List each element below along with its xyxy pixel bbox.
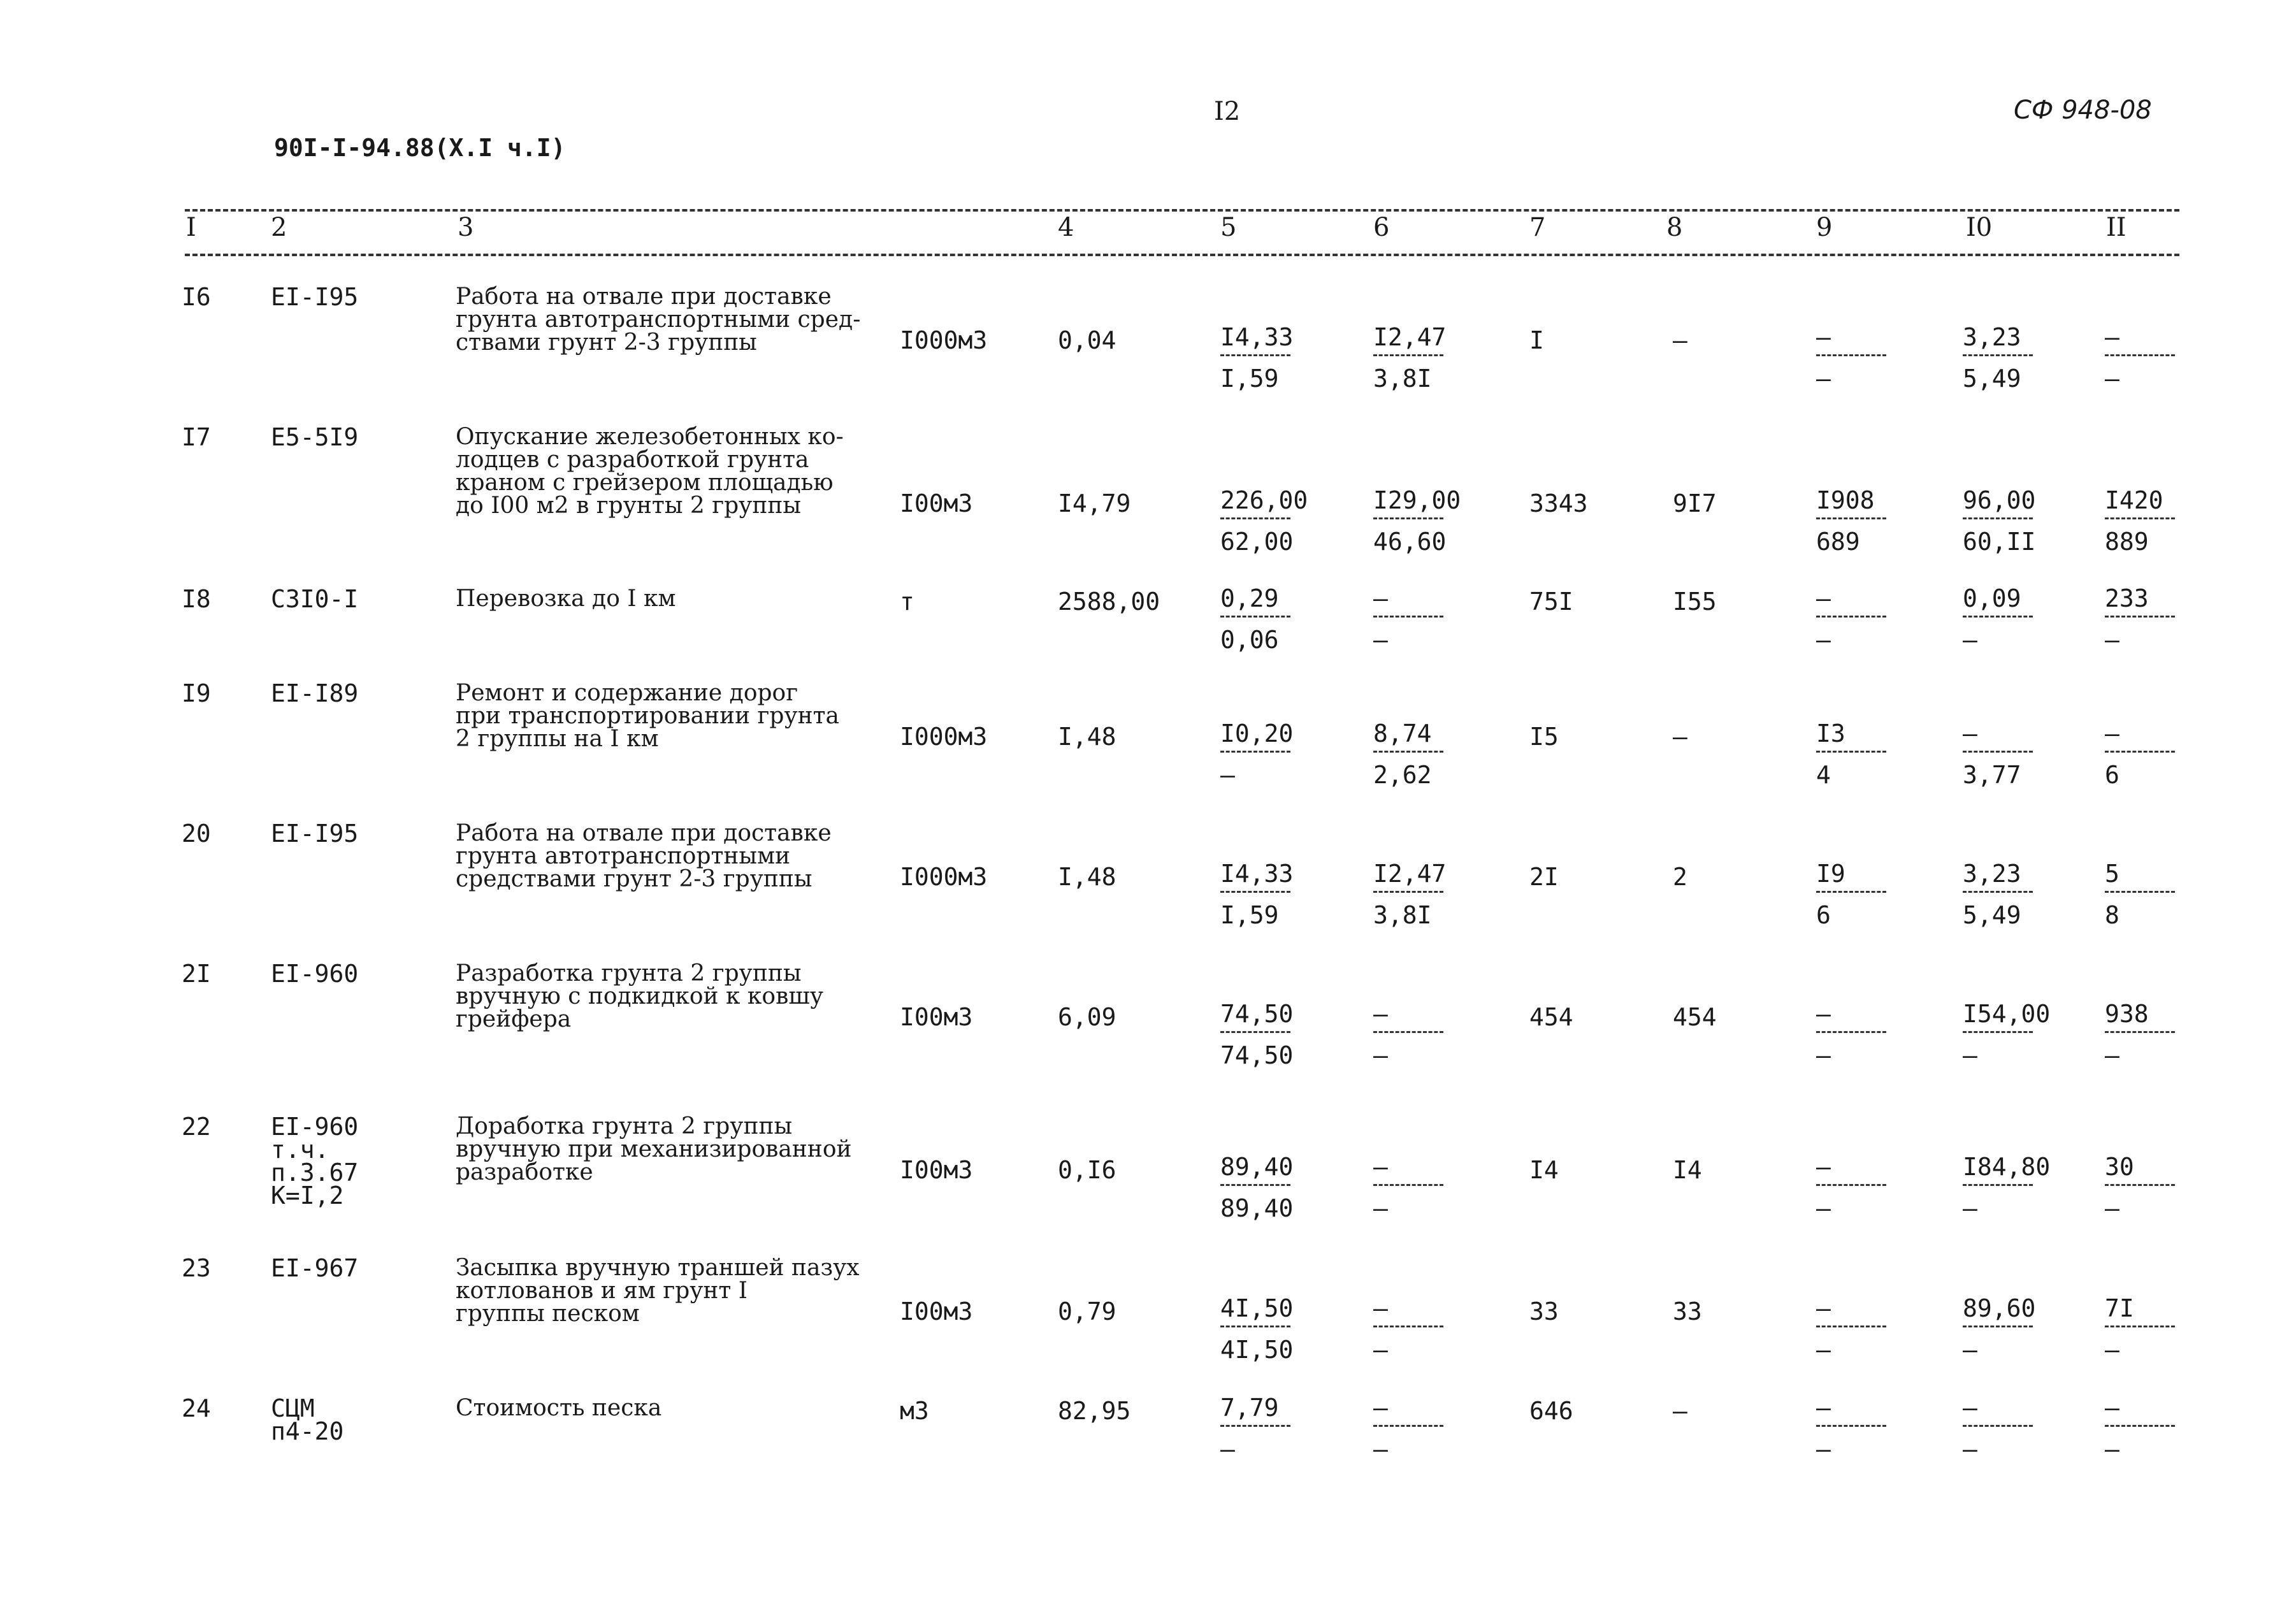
fraction-c10: [1963, 1150, 2071, 1224]
work-description: группы песком: [456, 1301, 640, 1327]
fraction-denominator: –: [2105, 1336, 2119, 1364]
work-description: ствами грунт 2-3 группы: [456, 329, 757, 356]
fraction-c9: [1816, 856, 1924, 931]
fraction-denominator: –: [1963, 1435, 1977, 1463]
fraction-denominator: –: [1373, 1041, 1388, 1069]
fraction-denominator: 5,49: [1963, 365, 2021, 393]
fraction-c9: [1816, 997, 1924, 1071]
fraction-numerator: I420: [2105, 483, 2175, 519]
document-code: 90I-I-94.88(X.I ч.I): [274, 134, 566, 162]
fraction-c5: [1220, 1291, 1329, 1366]
fraction-c5: [1220, 1390, 1329, 1465]
fraction-numerator: –: [2105, 1390, 2175, 1427]
quantity: 0,04: [1058, 326, 1116, 354]
fraction-numerator: 7,79: [1220, 1390, 1290, 1427]
quantity: 0,I6: [1058, 1156, 1116, 1184]
unit: I00м3: [900, 1156, 973, 1184]
column-number: 4: [1058, 213, 1074, 242]
fraction-denominator: 5,49: [1963, 901, 2021, 929]
fraction-c9: [1816, 581, 1924, 656]
fraction-c10: [1963, 997, 2071, 1071]
value-col7: I: [1529, 326, 1544, 354]
value-col7: 75I: [1529, 588, 1573, 616]
fraction-numerator: 89,60: [1963, 1291, 2033, 1327]
norm-code: C3I0-I: [271, 585, 359, 613]
fraction-denominator: –: [1220, 761, 1235, 789]
fraction-numerator: I4,33: [1220, 320, 1290, 356]
fraction-numerator: –: [1373, 997, 1443, 1033]
fraction-denominator: 74,50: [1220, 1041, 1294, 1069]
fraction-numerator: I54,00: [1963, 997, 2033, 1033]
fraction-c11: [2105, 320, 2213, 394]
norm-code: E5-5I9: [271, 423, 359, 451]
fraction-c5: [1220, 320, 1329, 394]
value-col7: 646: [1529, 1397, 1573, 1425]
work-description: разработке: [456, 1159, 593, 1185]
column-number: II: [2106, 213, 2126, 242]
fraction-numerator: –: [1816, 997, 1886, 1033]
fraction-numerator: –: [1373, 581, 1443, 618]
work-description: лодцев с разработкой грунта: [456, 447, 809, 473]
fraction-numerator: I2,47: [1373, 320, 1443, 356]
fraction-c5: [1220, 856, 1329, 931]
fraction-numerator: 5: [2105, 856, 2175, 893]
fraction-denominator: I,59: [1220, 901, 1279, 929]
fraction-c5: [1220, 716, 1329, 791]
fraction-denominator: 689: [1816, 528, 1860, 556]
fraction-denominator: –: [1816, 1041, 1831, 1069]
value-col8: I55: [1673, 588, 1717, 616]
quantity: I4,79: [1058, 489, 1131, 517]
fraction-denominator: 889: [2105, 528, 2149, 556]
fraction-numerator: 74,50: [1220, 997, 1290, 1033]
fraction-c11: [2105, 1291, 2213, 1366]
fraction-denominator: –: [2105, 365, 2119, 393]
value-col8: 454: [1673, 1003, 1717, 1031]
fraction-numerator: 7I: [2105, 1291, 2175, 1327]
work-description: Опускание железобетонных ко-: [456, 424, 844, 450]
fraction-denominator: 60,II: [1963, 528, 2036, 556]
fraction-c6: [1373, 856, 1482, 931]
row-number: 20: [182, 820, 211, 848]
unit: I00м3: [900, 1003, 973, 1031]
fraction-c10: [1963, 856, 2071, 931]
fraction-numerator: –: [2105, 320, 2175, 356]
quantity: I,48: [1058, 863, 1116, 891]
fraction-c10: [1963, 581, 2071, 656]
fraction-numerator: I908: [1816, 483, 1886, 519]
column-number: 8: [1666, 213, 1683, 242]
fraction-denominator: 6: [1816, 901, 1831, 929]
unit: I00м3: [900, 489, 973, 517]
unit: I000м3: [900, 863, 988, 891]
fraction-denominator: 2,62: [1373, 761, 1432, 789]
column-number: 9: [1816, 213, 1833, 242]
unit: I000м3: [900, 326, 988, 354]
fraction-denominator: –: [1963, 1041, 1977, 1069]
quantity: 0,79: [1058, 1297, 1116, 1325]
fraction-denominator: –: [1963, 626, 1977, 654]
fraction-numerator: –: [1816, 320, 1886, 356]
value-col7: 3343: [1529, 489, 1588, 517]
column-number: 5: [1220, 213, 1237, 242]
row-number: I7: [182, 423, 211, 451]
row-number: 2I: [182, 960, 211, 988]
fraction-numerator: –: [1963, 716, 2033, 753]
fraction-c9: [1816, 1150, 1924, 1224]
work-description: котлованов и ям грунт I: [456, 1278, 747, 1304]
work-description: Стоимость песка: [456, 1395, 662, 1421]
fraction-denominator: –: [1816, 626, 1831, 654]
quantity: 82,95: [1058, 1397, 1131, 1425]
fraction-denominator: 46,60: [1373, 528, 1447, 556]
norm-code: EI-I89: [271, 679, 359, 707]
fraction-c9: [1816, 320, 1924, 394]
norm-code: СЦМ: [271, 1394, 315, 1422]
value-col8: 33: [1673, 1297, 1702, 1325]
fraction-c6: [1373, 716, 1482, 791]
fraction-numerator: 30: [2105, 1150, 2175, 1186]
value-col8: –: [1673, 1397, 1687, 1425]
fraction-c9: [1816, 1291, 1924, 1366]
fraction-denominator: 89,40: [1220, 1194, 1294, 1222]
column-number: 3: [458, 213, 474, 242]
fraction-denominator: 3,8I: [1373, 365, 1432, 393]
fraction-numerator: 3,23: [1963, 320, 2033, 356]
unit: м3: [900, 1397, 929, 1425]
work-description: средствами грунт 2-3 группы: [456, 866, 812, 892]
work-description: до I00 м2 в грунты 2 группы: [456, 493, 801, 519]
column-number: I0: [1966, 213, 1993, 242]
work-description: краном с грейзером площадью: [456, 470, 834, 496]
fraction-denominator: –: [2105, 626, 2119, 654]
fraction-denominator: 4I,50: [1220, 1336, 1294, 1364]
work-description: при транспортировании грунта: [456, 703, 840, 729]
page-number: I2: [1214, 97, 1241, 126]
fraction-numerator: I4,33: [1220, 856, 1290, 893]
fraction-c11: [2105, 1390, 2213, 1465]
row-number: 24: [182, 1394, 211, 1422]
work-description: Засыпка вручную траншей пазух: [456, 1255, 860, 1281]
norm-code: EI-I95: [271, 820, 359, 848]
fraction-denominator: –: [2105, 1435, 2119, 1463]
work-description: грунта автотранспортными: [456, 843, 791, 869]
fraction-numerator: –: [1373, 1390, 1443, 1427]
fraction-c10: [1963, 716, 2071, 791]
fraction-numerator: I9: [1816, 856, 1886, 893]
row-number: I8: [182, 585, 211, 613]
fraction-denominator: 4: [1816, 761, 1831, 789]
fraction-denominator: 62,00: [1220, 528, 1294, 556]
value-col8: 2: [1673, 863, 1687, 891]
work-description: Ремонт и содержание дорог: [456, 680, 798, 706]
value-col8: 9I7: [1673, 489, 1717, 517]
fraction-numerator: I0,20: [1220, 716, 1290, 753]
value-col8: –: [1673, 723, 1687, 751]
fraction-denominator: –: [2105, 1041, 2119, 1069]
fraction-numerator: 89,40: [1220, 1150, 1290, 1186]
fraction-numerator: 0,09: [1963, 581, 2033, 618]
fraction-numerator: –: [1816, 1150, 1886, 1186]
fraction-denominator: 6: [2105, 761, 2119, 789]
fraction-numerator: 938: [2105, 997, 2175, 1033]
unit: т: [900, 588, 914, 616]
fraction-denominator: –: [1963, 1194, 1977, 1222]
row-number: 23: [182, 1254, 211, 1282]
fraction-numerator: –: [1816, 1291, 1886, 1327]
column-number: I: [186, 213, 196, 242]
work-description: Перевозка до I км: [456, 586, 676, 612]
row-number: I6: [182, 283, 211, 311]
fraction-denominator: 0,06: [1220, 626, 1279, 654]
work-description: 2 группы на I км: [456, 726, 659, 752]
fraction-c9: [1816, 1390, 1924, 1465]
fraction-denominator: –: [1373, 626, 1388, 654]
fraction-c11: [2105, 997, 2213, 1071]
work-description: грейфера: [456, 1006, 572, 1032]
value-col7: 33: [1529, 1297, 1559, 1325]
fraction-numerator: 96,00: [1963, 483, 2033, 519]
fraction-c10: [1963, 1390, 2071, 1465]
fraction-denominator: –: [1963, 1336, 1977, 1364]
fraction-denominator: –: [2105, 1194, 2119, 1222]
fraction-denominator: –: [1816, 365, 1831, 393]
fraction-denominator: –: [1816, 1336, 1831, 1364]
fraction-numerator: –: [1816, 1390, 1886, 1427]
fraction-numerator: –: [1373, 1291, 1443, 1327]
fraction-numerator: I2,47: [1373, 856, 1443, 893]
fraction-denominator: –: [1373, 1336, 1388, 1364]
fraction-c9: [1816, 716, 1924, 791]
work-description: Разработка грунта 2 группы: [456, 960, 802, 986]
work-description: вручную при механизированной: [456, 1136, 852, 1162]
fraction-c11: [2105, 581, 2213, 656]
fraction-numerator: 226,00: [1220, 483, 1290, 519]
fraction-numerator: I3: [1816, 716, 1886, 753]
column-number: 6: [1373, 213, 1390, 242]
fraction-c11: [2105, 716, 2213, 791]
norm-code: EI-960: [271, 960, 359, 988]
work-description: Работа на отвале при доставке: [456, 284, 832, 310]
work-description: Работа на отвале при доставке: [456, 820, 832, 846]
fraction-numerator: 4I,50: [1220, 1291, 1290, 1327]
fraction-numerator: I29,00: [1373, 483, 1443, 519]
fraction-numerator: 233: [2105, 581, 2175, 618]
work-description: вручную с подкидкой к ковшу: [456, 983, 824, 1009]
fraction-denominator: I,59: [1220, 365, 1279, 393]
row-number: I9: [182, 679, 211, 707]
fraction-denominator: –: [1220, 1435, 1235, 1463]
norm-code-extra: т.ч.: [271, 1136, 329, 1164]
column-number: 7: [1529, 213, 1546, 242]
fraction-numerator: 8,74: [1373, 716, 1443, 753]
value-col7: I5: [1529, 723, 1559, 751]
fraction-c6: [1373, 997, 1482, 1071]
quantity: 6,09: [1058, 1003, 1116, 1031]
value-col7: I4: [1529, 1156, 1559, 1184]
fraction-c6: [1373, 581, 1482, 656]
fraction-c6: [1373, 1291, 1482, 1366]
fraction-denominator: –: [1816, 1194, 1831, 1222]
fraction-c11: [2105, 483, 2213, 558]
unit: I000м3: [900, 723, 988, 751]
fraction-c5: [1220, 1150, 1329, 1224]
fraction-c6: [1373, 1390, 1482, 1465]
fraction-numerator: –: [1373, 1150, 1443, 1186]
fraction-c10: [1963, 320, 2071, 394]
fraction-denominator: 3,77: [1963, 761, 2021, 789]
fraction-c6: [1373, 483, 1482, 558]
fraction-c11: [2105, 856, 2213, 931]
fraction-c10: [1963, 1291, 2071, 1366]
fraction-c10: [1963, 483, 2071, 558]
fraction-numerator: 3,23: [1963, 856, 2033, 893]
fraction-numerator: 0,29: [1220, 581, 1290, 618]
fraction-c9: [1816, 483, 1924, 558]
quantity: I,48: [1058, 723, 1116, 751]
unit: I00м3: [900, 1297, 973, 1325]
fraction-denominator: –: [1373, 1194, 1388, 1222]
value-col8: I4: [1673, 1156, 1702, 1184]
fraction-denominator: 3,8I: [1373, 901, 1432, 929]
fraction-c5: [1220, 997, 1329, 1071]
norm-code-extra: К=I,2: [271, 1181, 344, 1210]
norm-code: EI-960: [271, 1113, 359, 1141]
fraction-denominator: 8: [2105, 901, 2119, 929]
value-col7: 2I: [1529, 863, 1559, 891]
quantity: 2588,00: [1058, 588, 1160, 616]
column-number: 2: [271, 213, 287, 242]
fraction-numerator: I84,80: [1963, 1150, 2033, 1186]
fraction-c5: [1220, 483, 1329, 558]
norm-code-extra: п.3.67: [271, 1159, 359, 1187]
fraction-c6: [1373, 320, 1482, 394]
work-description: грунта автотранспортными сред-: [456, 307, 861, 333]
fraction-c5: [1220, 581, 1329, 656]
document-stamp: СФ 948-08: [2014, 96, 2152, 125]
fraction-numerator: –: [1963, 1390, 2033, 1427]
norm-code: EI-I95: [271, 283, 359, 311]
row-number: 22: [182, 1113, 211, 1141]
fraction-c6: [1373, 1150, 1482, 1224]
value-col7: 454: [1529, 1003, 1573, 1031]
fraction-denominator: –: [1816, 1435, 1831, 1463]
work-description: Доработка грунта 2 группы: [456, 1113, 793, 1139]
fraction-denominator: –: [1373, 1435, 1388, 1463]
norm-code: EI-967: [271, 1254, 359, 1282]
fraction-numerator: –: [1816, 581, 1886, 618]
fraction-numerator: –: [2105, 716, 2175, 753]
value-col8: –: [1673, 326, 1687, 354]
norm-code-extra: п4-20: [271, 1417, 344, 1445]
fraction-c11: [2105, 1150, 2213, 1224]
